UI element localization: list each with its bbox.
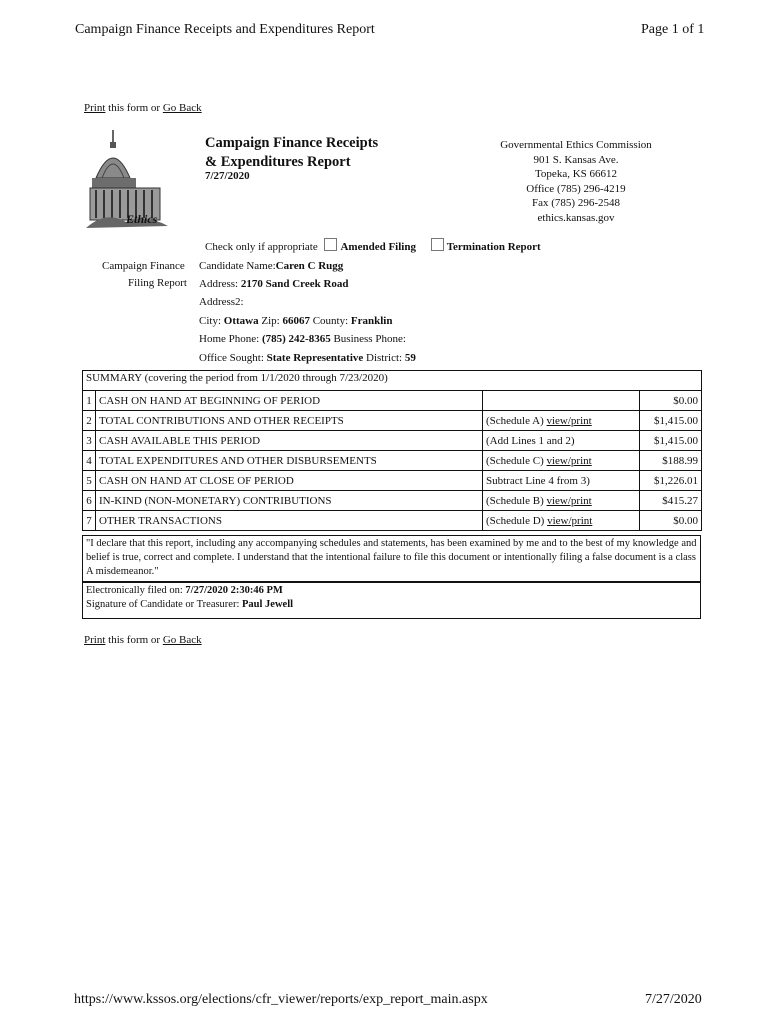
schedule-label: (Add Lines 1 and 2) bbox=[486, 434, 575, 447]
footer-date: 7/27/2020 bbox=[645, 992, 702, 1007]
summary-schedule-cell bbox=[483, 411, 640, 431]
bottom-nav bbox=[84, 634, 202, 646]
summary-schedule-cell bbox=[483, 491, 640, 511]
schedule-view-print-link[interactable]: view/print bbox=[546, 454, 592, 467]
city-label: City: bbox=[199, 315, 222, 327]
commission-fax: Fax (785) 296-2548 bbox=[532, 197, 620, 209]
top-nav bbox=[84, 102, 202, 114]
summary-line-label: OTHER TRANSACTIONS bbox=[96, 511, 483, 531]
filing-type-prompt: Check only if appropriate bbox=[205, 241, 318, 253]
summary-heading: SUMMARY (covering the period from 1/1/2020 through 7/23/2020) bbox=[83, 371, 701, 391]
summary-line-label: TOTAL EXPENDITURES AND OTHER DISBURSEMENTS bbox=[96, 451, 483, 471]
summary-row bbox=[83, 411, 702, 431]
go-back-link[interactable]: Go Back bbox=[162, 102, 202, 114]
logo-text: Ethics bbox=[126, 212, 158, 226]
report-date: 7/27/2020 bbox=[205, 170, 250, 182]
schedule-label: (Schedule B) bbox=[486, 494, 544, 507]
summary-line-number: 5 bbox=[83, 471, 96, 491]
print-link[interactable]: Print bbox=[84, 102, 106, 114]
schedule-label: Subtract Line 4 from 3) bbox=[486, 474, 590, 487]
termination-report-checkbox[interactable] bbox=[431, 238, 444, 251]
summary-row bbox=[83, 491, 702, 511]
summary-line-number: 3 bbox=[83, 431, 96, 451]
summary-amount: $415.27 bbox=[640, 491, 702, 511]
summary-line-number: 6 bbox=[83, 491, 96, 511]
report-title-line1: Campaign Finance Receipts bbox=[205, 135, 379, 151]
nav-middle-text: this form or bbox=[108, 102, 161, 114]
summary-schedule-cell bbox=[483, 511, 640, 531]
summary-line-label: TOTAL CONTRIBUTIONS AND OTHER RECEIPTS bbox=[96, 411, 483, 431]
commission-website: ethics.kansas.gov bbox=[537, 211, 615, 224]
footer-url: https://www.kssos.org/elections/cfr_viewer/reports/exp_report_main.aspx bbox=[74, 992, 488, 1007]
print-link-bottom[interactable]: Print bbox=[84, 634, 106, 646]
summary-amount: $1,415.00 bbox=[640, 411, 702, 431]
zip-label: Zip: bbox=[261, 315, 280, 327]
office-sought-value: State Representative bbox=[266, 352, 364, 364]
commission-office-phone: Office (785) 296-4219 bbox=[526, 182, 626, 195]
address2-row bbox=[199, 293, 244, 311]
summary-line-label: CASH ON HAND AT BEGINNING OF PERIOD bbox=[96, 391, 483, 411]
side-label-2: Filing Report bbox=[128, 277, 187, 289]
schedule-view-print-link[interactable]: view/print bbox=[547, 514, 593, 527]
home-phone-label: Home Phone: bbox=[199, 333, 260, 345]
address-label: Address: bbox=[199, 278, 239, 290]
nav-middle-text-bottom: this form or bbox=[108, 634, 161, 646]
signature-label: Signature of Candidate or Treasurer: bbox=[86, 599, 240, 610]
filed-row bbox=[86, 584, 697, 598]
zip-value: 66067 bbox=[282, 315, 310, 327]
summary-schedule-cell bbox=[483, 471, 640, 491]
filed-value: 7/27/2020 2:30:46 PM bbox=[185, 585, 283, 596]
amended-filing-label: Amended Filing bbox=[340, 241, 416, 253]
city-row bbox=[199, 312, 392, 330]
go-back-link-bottom[interactable]: Go Back bbox=[162, 634, 202, 646]
candidate-name-label: Candidate Name: bbox=[199, 260, 276, 272]
home-phone-value: (785) 242-8365 bbox=[261, 333, 331, 345]
amended-filing-checkbox[interactable] bbox=[324, 238, 337, 251]
address-row bbox=[199, 275, 349, 293]
summary-line-number: 1 bbox=[83, 391, 96, 411]
summary-amount: $1,226.01 bbox=[640, 471, 702, 491]
signature-row bbox=[86, 598, 697, 612]
office-row bbox=[199, 349, 416, 367]
side-label-1: Campaign Finance bbox=[102, 260, 185, 272]
commission-address bbox=[476, 138, 676, 225]
city-value: Ottawa bbox=[223, 315, 259, 327]
county-value: Franklin bbox=[350, 315, 393, 327]
summary-table-body bbox=[83, 391, 702, 531]
summary-row bbox=[83, 391, 702, 411]
summary-line-label: IN-KIND (NON-MONETARY) CONTRIBUTIONS bbox=[96, 491, 483, 511]
summary-row bbox=[83, 511, 702, 531]
phone-row bbox=[199, 330, 406, 348]
schedule-view-print-link[interactable]: view/print bbox=[546, 414, 592, 427]
document-title: Campaign Finance Receipts and Expenditures Report bbox=[75, 22, 375, 37]
candidate-name-row bbox=[199, 257, 343, 275]
summary-amount: $0.00 bbox=[640, 391, 702, 411]
summary-row bbox=[83, 471, 702, 491]
summary-line-label: CASH ON HAND AT CLOSE OF PERIOD bbox=[96, 471, 483, 491]
summary-row bbox=[83, 431, 702, 451]
schedule-label: (Schedule D) bbox=[486, 514, 545, 527]
summary-line-number: 7 bbox=[83, 511, 96, 531]
commission-city: Topeka, KS 66612 bbox=[534, 168, 618, 180]
summary-line-number: 4 bbox=[83, 451, 96, 471]
summary-line-label: CASH AVAILABLE THIS PERIOD bbox=[96, 431, 483, 451]
district-value: 59 bbox=[404, 352, 416, 364]
commission-street: 901 S. Kansas Ave. bbox=[533, 153, 619, 166]
declaration-text: "I declare that this report, including any accompanying schedules and statements, has been examined by me and to the best of my knowledge and belief is true, correct and complete. I understand that the intentional failure to file this document or intentionally filing a false document is a class A misdemeanor." bbox=[82, 535, 701, 582]
filing-type-row bbox=[205, 238, 541, 256]
schedule-label: (Schedule A) bbox=[486, 414, 544, 427]
schedule-label: (Schedule C) bbox=[486, 454, 544, 467]
candidate-name: Caren C Rugg bbox=[275, 260, 344, 272]
commission-name: Governmental Ethics Commission bbox=[500, 139, 652, 151]
county-label: County: bbox=[312, 315, 349, 327]
termination-report-label: Termination Report bbox=[446, 241, 541, 253]
district-label: District: bbox=[366, 352, 403, 364]
summary-amount: $0.00 bbox=[640, 511, 702, 531]
summary-row bbox=[83, 451, 702, 471]
summary-table bbox=[82, 390, 702, 531]
summary-schedule-cell bbox=[483, 391, 640, 411]
summary-box bbox=[82, 370, 702, 391]
summary-amount: $1,415.00 bbox=[640, 431, 702, 451]
business-phone-label: Business Phone: bbox=[333, 333, 406, 345]
filing-signature-box bbox=[82, 582, 701, 619]
summary-amount: $188.99 bbox=[640, 451, 702, 471]
schedule-view-print-link[interactable]: view/print bbox=[546, 494, 592, 507]
office-sought-label: Office Sought: bbox=[199, 352, 264, 364]
signature-value: Paul Jewell bbox=[242, 599, 294, 610]
summary-schedule-cell bbox=[483, 431, 640, 451]
address-value: 2170 Sand Creek Road bbox=[240, 278, 349, 290]
summary-schedule-cell bbox=[483, 451, 640, 471]
ethics-logo bbox=[86, 130, 168, 228]
page-number: Page 1 of 1 bbox=[641, 22, 705, 37]
address2-label: Address2: bbox=[199, 296, 244, 308]
summary-line-number: 2 bbox=[83, 411, 96, 431]
report-title-line2: & Expenditures Report bbox=[205, 154, 351, 170]
filed-label: Electronically filed on: bbox=[86, 585, 183, 596]
